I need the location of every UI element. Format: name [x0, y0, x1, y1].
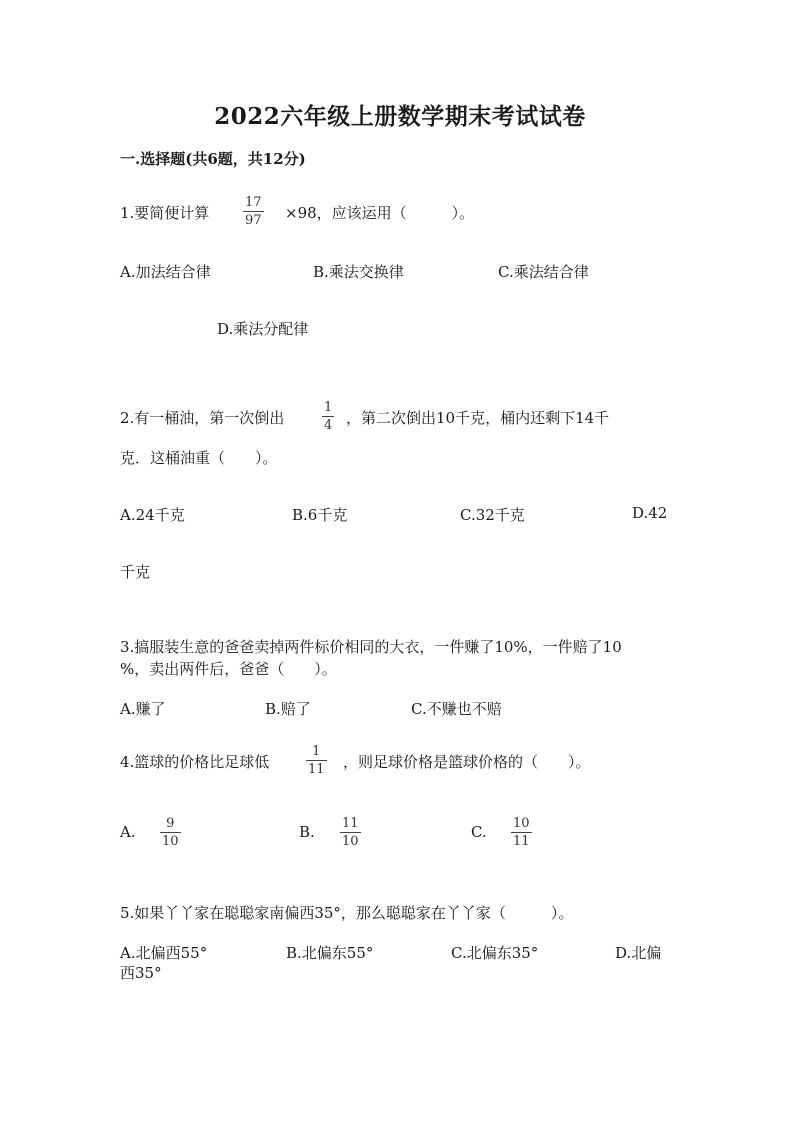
fraction-numerator: 11 — [342, 816, 359, 831]
question-2-prefix: 2.有一桶油，第一次倒出 — [120, 409, 285, 427]
question-5-option-d-wrap: 西35° — [120, 964, 162, 982]
fraction-denominator: 97 — [245, 213, 262, 228]
question-4-option-c-fraction[interactable] — [511, 816, 532, 849]
question-1-fraction — [243, 195, 264, 228]
fraction-bar — [511, 832, 532, 833]
question-1-option-c[interactable]: C.乘法结合律 — [498, 263, 589, 281]
question-3-option-a[interactable]: A.赚了 — [120, 700, 166, 718]
question-2-option-c[interactable]: C.32千克 — [460, 506, 525, 524]
question-4-fraction — [306, 744, 327, 777]
question-4-option-c-label[interactable]: C. — [471, 823, 487, 841]
fraction-bar — [306, 760, 327, 761]
fraction-denominator: 10 — [162, 834, 179, 849]
fraction-denominator: 11 — [513, 834, 530, 849]
question-3-line-2: %，卖出两件后，爸爸（ ）。 — [120, 660, 337, 678]
fraction-numerator: 17 — [245, 195, 262, 210]
question-4-option-b-label[interactable]: B. — [299, 823, 315, 841]
fraction-denominator: 4 — [324, 418, 333, 433]
fraction-bar — [322, 416, 334, 417]
page-title: 2022六年级上册数学期末考试试卷 — [214, 103, 586, 130]
question-2-option-a[interactable]: A.24千克 — [120, 506, 185, 524]
fraction-bar — [340, 832, 361, 833]
question-3-option-b[interactable]: B.赔了 — [265, 700, 311, 718]
question-1-prefix: 1.要简便计算 — [120, 204, 210, 222]
question-2-fraction — [322, 400, 334, 433]
question-4-option-a-fraction[interactable] — [160, 816, 181, 849]
question-5-option-d[interactable]: D.北偏 — [615, 944, 662, 962]
fraction-numerator: 10 — [513, 816, 530, 831]
fraction-numerator: 1 — [312, 744, 321, 759]
fraction-numerator: 9 — [166, 816, 175, 831]
fraction-bar — [160, 832, 181, 833]
question-5-option-b[interactable]: B.北偏东55° — [286, 944, 374, 962]
question-4-prefix: 4.篮球的价格比足球低 — [120, 753, 270, 771]
question-1-suffix: ×98，应该运用（ ）。 — [285, 204, 475, 222]
question-3-option-c[interactable]: C.不赚也不赔 — [411, 700, 502, 718]
question-2-line-2: 克．这桶油重（ ）。 — [120, 449, 278, 467]
question-2-option-d-wrap: 千克 — [120, 563, 151, 581]
question-4-option-a-label[interactable]: A. — [120, 823, 136, 841]
question-2-suffix: ，第二次倒出10千克，桶内还剩下14千 — [346, 409, 610, 427]
fraction-denominator: 10 — [342, 834, 359, 849]
question-1-option-b[interactable]: B.乘法交换律 — [313, 263, 404, 281]
fraction-denominator: 11 — [308, 762, 325, 777]
question-5-line-1: 5.如果丫丫家在聪聪家南偏西35°，那么聪聪家在丫丫家（ ）。 — [120, 904, 574, 922]
question-1-option-a[interactable]: A.加法结合律 — [120, 263, 211, 281]
fraction-numerator: 1 — [324, 400, 333, 415]
question-5-option-a[interactable]: A.北偏西55° — [120, 944, 208, 962]
question-5-option-c[interactable]: C.北偏东35° — [451, 944, 539, 962]
question-2-option-d[interactable]: D.42 — [632, 504, 668, 522]
question-2-option-b[interactable]: B.6千克 — [292, 506, 348, 524]
fraction-bar — [243, 211, 264, 212]
question-4-suffix: ，则足球价格是篮球价格的（ ）。 — [343, 753, 591, 771]
section-heading: 一.选择题(共6题，共12分) — [120, 150, 306, 168]
question-3-line-1: 3.搞服装生意的爸爸卖掉两件标价相同的大衣，一件赚了10%，一件赔了10 — [120, 638, 622, 656]
question-4-option-b-fraction[interactable] — [340, 816, 361, 849]
question-1-option-d[interactable]: D.乘法分配律 — [217, 320, 309, 338]
